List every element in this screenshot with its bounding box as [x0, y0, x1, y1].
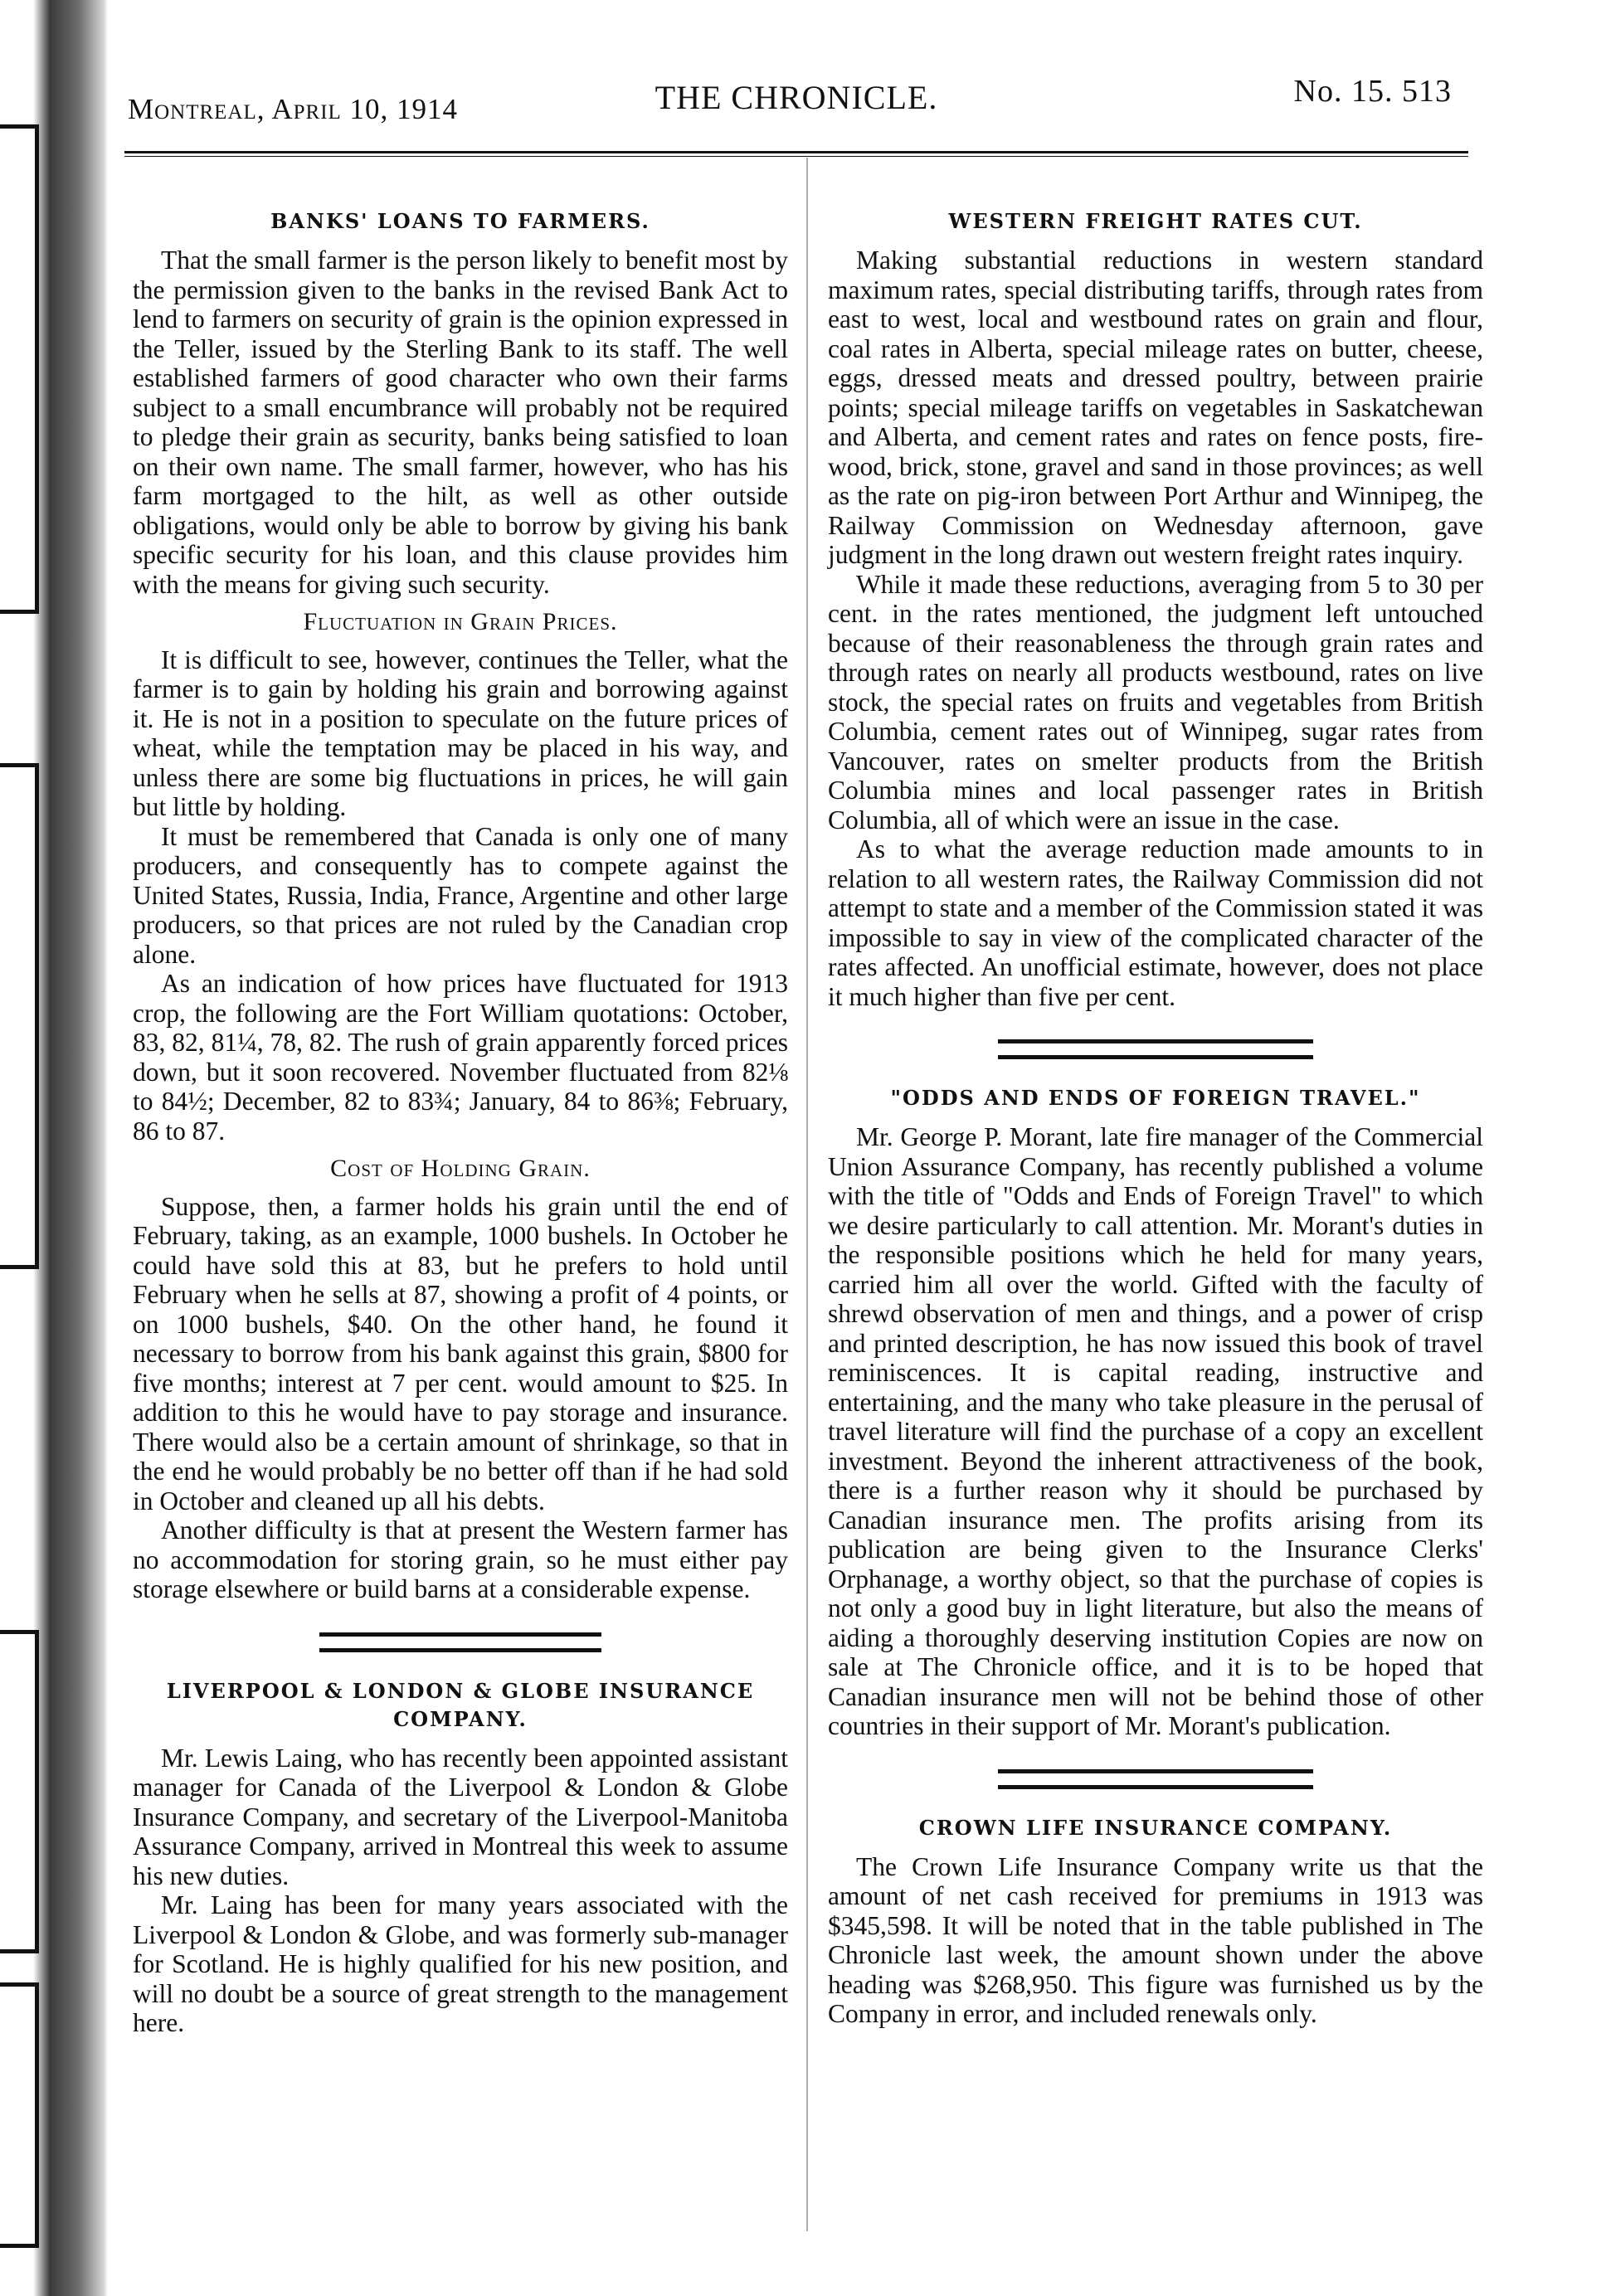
article-paragraph: Mr. Lewis Laing, who has recently been appointed assistant manager for Canada of the Liverpool & London & Globe Insurance Company, and secretary of the Liverpool-Manitoba Assurance Company, arrived in Montreal this week to assume his new duties. — [133, 1743, 788, 1890]
newspaper-page — [124, 50, 1483, 2037]
article-paragraph: It must be remembered that Canada is only one of many producers, and consequently has to compete against the United States, Russia, India, France, Argentine and other large producers, so that prices are not ruled by the Canadian crop alone. — [133, 821, 788, 969]
header-rule — [124, 151, 1468, 157]
article-liverpool-london-globe — [133, 1677, 788, 2038]
header-issue-page: No. 15. 513 — [1293, 74, 1452, 109]
left-column — [133, 207, 788, 2038]
article-title: BANKS' LOANS TO FARMERS. — [270, 209, 650, 233]
header-dateline: Montreal, April 10, 1914 — [128, 93, 459, 125]
page-edge-tab — [0, 124, 39, 614]
section-separator — [319, 1632, 601, 1652]
article-subheading: Fluctuation in Grain Prices. — [303, 608, 618, 635]
article-paragraph: While it made these reductions, averaging from 5 to 30 per cent. in the rates mentioned, the judgment left untouched because of their reasonableness the through grain rates and through rates on nearly all products westbound, rates on live stock, the special rates on fruits and vegetables from British Columbia, cement rates out of Winnipeg, sugar rates from Vancouver, rates on smelter products from the British Columbia mines and local passenger rates in British Columbia, all of which were an issue in the case. — [828, 569, 1483, 834]
column-divider — [806, 158, 808, 2231]
article-title: "ODDS AND ENDS OF FOREIGN TRAVEL." — [890, 1086, 1421, 1110]
article-paragraph: Suppose, then, a farmer holds his grain until the end of February, taking, as an example, 1000 bushels. In October he could have sold this at 83, but he prefers to hold until February when he sells at 87, showing a profit of 4 points, or on 1000 bushels, $40. On the other hand, he found it necessary to borrow from his bank against this grain, $800 for five months; interest at 7 per cent. would amount to $25. In addition to this he would have to pay storage and insurance. There would also be a certain amount of shrinkage, so that in the end he would probably be no better off than if he had sold in October and cleaned up all his debts. — [133, 1191, 788, 1515]
page-edge-tab — [0, 763, 39, 1269]
article-subheading: Cost of Holding Grain. — [330, 1155, 591, 1182]
article-paragraph: The Crown Life Insurance Company write us that the amount of net cash received for premiums in 1913 was $345,598. It will be noted that in the table published in The Chronicle last week, the amount shown under the above heading was $268,950. This figure was furnished us by the Company in error, and included renewals only. — [828, 1851, 1483, 2028]
page-edge-tab — [0, 1630, 39, 1953]
article-odds-and-ends — [828, 1084, 1483, 1741]
article-paragraph: As to what the average reduction made amounts to in relation to all western rates, the Railway Commission did not attempt to state and a member of the Commission stated it was impossible to say in view of the complicated character of the rates affected. An unofficial estimate, however, does not place it much higher than five per cent. — [828, 834, 1483, 1011]
article-paragraph: Another difficulty is that at present the Western farmer has no accommodation for storing grain, so he must either pay storage elsewhere or build barns at a considerable expense. — [133, 1515, 788, 1603]
section-separator — [998, 1039, 1313, 1059]
article-title: WESTERN FREIGHT RATES CUT. — [948, 209, 1363, 233]
article-paragraph: That the small farmer is the person likely to benefit most by the permission given to the banks in the revised Bank Act to lend to farmers on security of grain is the opinion expressed in the Teller, issued by the Sterling Bank to its staff. The well established farmers of good character who own their farms subject to a small encumbrance will probably not be required to pledge their grain as security, banks being satisfied to loan on their own name. The small farmer, however, who has his farm mortgaged to the hilt, as well as other outside obligations, would only be able to borrow by giving his bank specific security for his loan, and this clause provides him with the means for giving such security. — [133, 246, 788, 599]
article-title: CROWN LIFE INSURANCE COMPANY. — [918, 1815, 1393, 1840]
article-banks-loans — [133, 207, 788, 1604]
article-crown-life — [828, 1814, 1483, 2029]
article-western-freight-rates — [828, 207, 1483, 1011]
page-edge-tab — [0, 1982, 39, 2248]
article-paragraph: It is difficult to see, however, continues the Teller, what the farmer is to gain by holding his grain and borrowing against it. He is not in a position to speculate on the future prices of wheat, while the temptation may be placed in his way, and unless there are some big fluctuations in prices, he will gain but little by holding. — [133, 645, 788, 821]
header-publication-title: THE CHRONICLE. — [655, 79, 938, 116]
article-title: LIVERPOOL & LONDON & GLOBE INSURANCE COMPANY. — [166, 1678, 755, 1731]
article-paragraph: Mr. Laing has been for many years associated with the Liverpool & London & Globe, and was formerly sub-manager for Scotland. He is highly qualified for his new position, and will no doubt be a source of great strength to the management here. — [133, 1890, 788, 2037]
article-paragraph: As an indication of how prices have fluctuated for 1913 crop, the following are the Fort William quotations: October, 83, 82, 81¼, 78, 82. The rush of grain apparently forced prices down, but it soon recovered. November fluctuated from 82⅛ to 84½; December, 82 to 83¾; January, 84 to 86⅜; February, 86 to 87. — [133, 969, 788, 1146]
article-paragraph: Mr. George P. Morant, late fire manager of the Commercial Union Assurance Company, has recently published a volume with the title of "Odds and Ends of Foreign Travel" to which we desire particularly to call attention. Mr. Morant's duties in the responsible positions which he held for many years, carried him all over the world. Gifted with the faculty of shrewd observation of men and things, and a power of crisp and printed description, he has now issued this book of travel reminiscences. It is capital reading, instructive and entertaining, and the many who take pleasure in the perusal of travel literature will find the purchase of a copy an excellent investment. Beyond the inherent attractiveness of the book, there is a further reason why it should be purchased by Canadian insurance men. The profits arising from its publication are being given to the Insurance Clerks' Orphanage, a worthy object, so that the purchase of copies is not only a good buy in light literature, but also the means of aiding a thoroughly deserving institution Copies are now on sale at The Chronicle office, and it is to be hoped that Canadian insurance men will not be behind those of other countries in their support of Mr. Morant's publication. — [828, 1122, 1483, 1740]
page-header — [124, 50, 1468, 133]
article-paragraph: Making substantial reductions in western standard maximum rates, special distributing tariffs, through rates from east to west, local and westbound rates on grain and flour, coal rates in Alberta, special mileage rates on butter, cheese, eggs, dressed meats and dressed poultry, between prairie points; special mileage tariffs on vegetables in Saskatchewan and Alberta, and cement rates and rates on fence posts, fire-wood, brick, stone, gravel and sand in those provinces; as well as the rate on pig-iron between Port Arthur and Winnipeg, the Railway Commission on Wednesday afternoon, gave judgment in the long drawn out western freight rates inquiry. — [828, 246, 1483, 569]
right-column — [828, 207, 1483, 2029]
section-separator — [998, 1769, 1313, 1789]
